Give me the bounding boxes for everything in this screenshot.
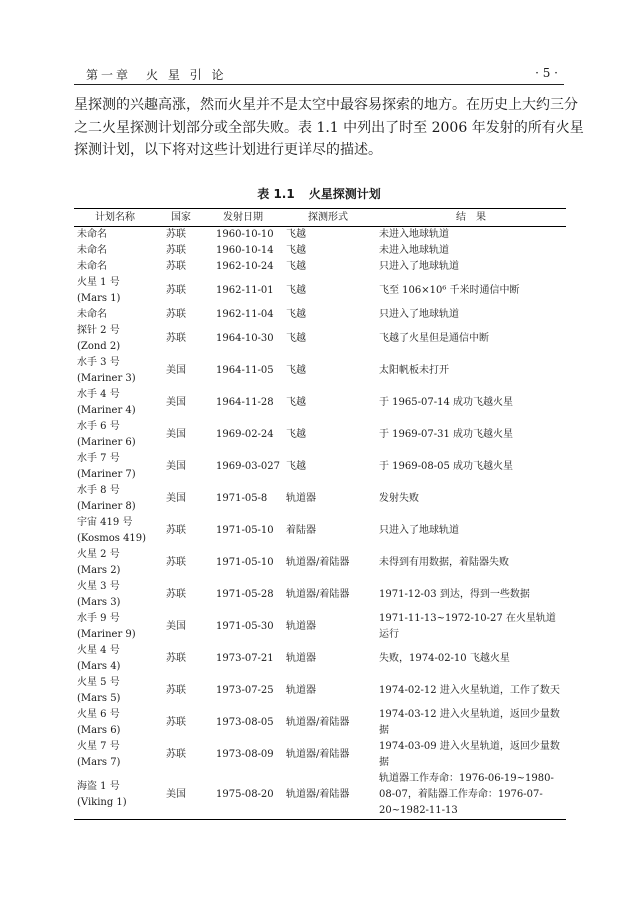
cell-probe-type: 着陆器: [286, 525, 316, 536]
table-row: [74, 275, 566, 307]
cell-country: 苏联: [166, 333, 186, 344]
cell-mission-name: [74, 515, 156, 547]
cell-launch-date: 1973-07-21: [216, 653, 274, 664]
table-row: [74, 739, 566, 771]
mission-name-line: 海盗 1 号: [77, 781, 120, 792]
table-row: [74, 323, 566, 355]
cell-result: 1971-12-03 到达，得到一些数据: [379, 589, 530, 600]
cell-probe-type: 轨道器/着陆器: [280, 771, 376, 820]
cell-probe-type: 飞越: [286, 245, 306, 256]
cell-result: 只进入了地球轨道: [379, 309, 459, 320]
cell-probe-type: 轨道器: [286, 621, 316, 632]
cell-probe-type: 飞越: [286, 429, 306, 440]
mission-name-line: (Mariner 6): [77, 437, 136, 448]
table-row: [74, 355, 566, 387]
table-number: 表 1.1: [257, 187, 295, 201]
table-row: [74, 515, 566, 547]
cell-mission-name: [74, 739, 156, 771]
cell-launch-date: 1973-08-05: [216, 717, 274, 728]
cell-launch-date: 1973-07-25: [216, 685, 274, 696]
col-header-type: 探测形式: [280, 209, 376, 227]
cell-country: 苏联: [166, 717, 186, 728]
cell-country: 苏联: [166, 261, 186, 272]
mission-name-line: 火星 4 号: [77, 645, 120, 656]
intro-line: 探测计划，以下将对这些计划进行更详尽的描述。: [74, 142, 382, 158]
mission-name-line: 火星 2 号: [77, 549, 120, 560]
cell-launch-date: 1969-02-24: [216, 429, 274, 440]
cell-country: 苏联: [166, 653, 186, 664]
mission-name-line: 宇宙 419 号: [77, 517, 133, 528]
cell-result: 飞越了火星但是通信中断: [379, 333, 489, 344]
col-header-date: 发射日期: [206, 209, 280, 227]
cell-result: 于 1969-08-05 成功飞越火星: [379, 461, 514, 472]
cell-launch-date: 1962-10-24: [216, 261, 274, 272]
mission-name-line: (Mars 7): [77, 757, 121, 768]
cell-country: 美国: [166, 429, 186, 440]
table-row: [74, 611, 566, 643]
cell-probe-type: 飞越: [286, 461, 306, 472]
mission-name-line: (Mariner 3): [77, 373, 136, 384]
mission-name-line: (Mars 6): [77, 725, 121, 736]
cell-result: 未进入地球轨道: [379, 245, 449, 256]
cell-launch-date: 1971-05-8: [216, 493, 268, 504]
table-row: [74, 243, 566, 259]
cell-result: 飞至 106×10⁶ 千米时通信中断: [379, 285, 520, 296]
cell-result: 只进入了地球轨道: [379, 261, 459, 272]
cell-launch-date: 1975-08-20: [206, 771, 280, 820]
cell-probe-type: 轨道器/着陆器: [286, 717, 350, 728]
cell-mission-name: [74, 259, 156, 275]
intro-line: 之二火星探测计划部分或全部失败。表 1.1 中列出了时至 2006 年发射的所有火星: [74, 119, 584, 136]
cell-probe-type: 轨道器: [286, 493, 316, 504]
table-row: [74, 675, 566, 707]
cell-probe-type: 轨道器/着陆器: [286, 557, 350, 568]
cell-result: 太阳帆板未打开: [379, 365, 449, 376]
cell-country: 苏联: [166, 285, 186, 296]
mission-name-line: 水手 4 号: [77, 389, 120, 400]
cell-country: 美国: [166, 493, 186, 504]
cell-result: 于 1969-07-31 成功飞越火星: [379, 429, 514, 440]
cell-mission-name: [74, 547, 156, 579]
cell-mission-name: [74, 307, 156, 323]
cell-result: 轨道器工作寿命：1976-06-19~1980-08-07，着陆器工作寿命：1976-07-20~1982-11-13: [376, 771, 566, 820]
cell-result: 1971-11-13~1972-10-27 在火星轨道运行: [379, 613, 556, 640]
mission-name-line: 水手 7 号: [77, 453, 120, 464]
mission-name-line: 火星 6 号: [77, 709, 120, 720]
mars-missions-table: [74, 208, 566, 820]
cell-mission-name: [74, 227, 156, 244]
col-header-name: 计划名称: [74, 209, 156, 227]
cell-launch-date: 1973-08-09: [216, 749, 274, 760]
cell-probe-type: 轨道器: [286, 653, 316, 664]
cell-launch-date: 1969-03-027: [216, 461, 281, 472]
cell-country: 美国: [166, 461, 186, 472]
mission-name-line: 火星 1 号: [77, 277, 120, 288]
col-header-result: 结 果: [376, 209, 566, 227]
table-row: [74, 307, 566, 323]
mission-name-line: (Mariner 9): [77, 629, 136, 640]
cell-country: 苏联: [166, 245, 186, 256]
mission-name-line: 火星 5 号: [77, 677, 120, 688]
cell-country: 美国: [166, 621, 186, 632]
cell-country: 美国: [166, 397, 186, 408]
mission-name-line: (Mariner 4): [77, 405, 136, 416]
cell-country: 苏联: [166, 589, 186, 600]
mission-name-line: 未命名: [77, 261, 107, 272]
cell-launch-date: 1962-11-04: [216, 309, 274, 320]
table-row: [74, 547, 566, 579]
mission-name-line: 未命名: [77, 229, 107, 240]
mission-name-line: (Kosmos 419): [77, 533, 147, 544]
mission-name-line: (Mars 2): [77, 565, 121, 576]
mission-name-line: 未命名: [77, 309, 107, 320]
cell-result: 1974-03-12 进入火星轨道，返回少量数据: [379, 709, 560, 736]
cell-launch-date: 1971-05-28: [216, 589, 274, 600]
table-row: [74, 387, 566, 419]
mission-name-line: 水手 3 号: [77, 357, 120, 368]
mission-name-line: 火星 7 号: [77, 741, 120, 752]
intro-line: 星探测的兴趣高涨，然而火星并不是太空中最容易探索的地方。在历史上大约三分: [74, 97, 578, 113]
cell-probe-type: 飞越: [286, 309, 306, 320]
cell-country: 苏联: [166, 309, 186, 320]
cell-launch-date: 1960-10-10: [216, 229, 274, 240]
cell-country: 美国: [156, 771, 206, 820]
table-row: [74, 419, 566, 451]
cell-result: 只进入了地球轨道: [379, 525, 459, 536]
cell-result: 未得到有用数据，着陆器失败: [379, 557, 509, 568]
cell-result: 未进入地球轨道: [379, 229, 449, 240]
cell-mission-name: [74, 643, 156, 675]
cell-country: 苏联: [166, 685, 186, 696]
cell-result: 发射失败: [379, 493, 419, 504]
cell-country: 美国: [166, 365, 186, 376]
cell-mission-name: [74, 387, 156, 419]
table-body: [74, 227, 566, 820]
mission-name-line: 未命名: [77, 245, 107, 256]
mission-name-line: 水手 9 号: [77, 613, 120, 624]
cell-country: 苏联: [166, 557, 186, 568]
cell-mission-name: [74, 243, 156, 259]
table-row: [74, 643, 566, 675]
cell-result: 失败，1974-02-10 飞越火星: [379, 653, 510, 664]
table-row: [74, 451, 566, 483]
mission-name-line: (Viking 1): [77, 797, 127, 808]
cell-result: 1974-03-09 进入火星轨道，返回少量数据: [379, 741, 560, 768]
cell-probe-type: 飞越: [286, 333, 306, 344]
chapter-title: 第一章 火 星 引 论: [86, 68, 227, 82]
table-row: [74, 771, 566, 820]
cell-country: 苏联: [166, 749, 186, 760]
mission-name-line: 水手 6 号: [77, 421, 120, 432]
cell-probe-type: 飞越: [286, 229, 306, 240]
cell-probe-type: 轨道器/着陆器: [286, 749, 350, 760]
cell-probe-type: 轨道器/着陆器: [286, 589, 350, 600]
table-row: [74, 483, 566, 515]
cell-launch-date: 1964-11-05: [216, 365, 274, 376]
mission-name-line: (Mariner 8): [77, 501, 136, 512]
cell-launch-date: 1971-05-10: [216, 525, 274, 536]
intro-paragraph: [74, 94, 584, 162]
table-row: [74, 579, 566, 611]
mission-name-line: 火星 3 号: [77, 581, 120, 592]
cell-country: 苏联: [166, 525, 186, 536]
cell-mission-name: [74, 355, 156, 387]
table-row: [74, 259, 566, 275]
cell-launch-date: 1964-11-28: [216, 397, 274, 408]
cell-launch-date: 1964-10-30: [216, 333, 274, 344]
mission-name-line: (Zond 2): [77, 341, 121, 352]
cell-launch-date: 1962-11-01: [216, 285, 274, 296]
cell-probe-type: 飞越: [286, 397, 306, 408]
cell-mission-name: [74, 451, 156, 483]
table-row: [74, 227, 566, 244]
cell-result: 1974-02-12 进入火星轨道，工作了数天: [379, 685, 560, 696]
mission-name-line: 水手 8 号: [77, 485, 120, 496]
cell-mission-name: [74, 611, 156, 643]
mission-name-line: (Mars 4): [77, 661, 121, 672]
table-row: [74, 707, 566, 739]
cell-result: 于 1965-07-14 成功飞越火星: [379, 397, 514, 408]
mission-name-line: (Mariner 7): [77, 469, 136, 480]
cell-mission-name: [74, 579, 156, 611]
cell-mission-name: [74, 771, 156, 820]
cell-probe-type: 飞越: [286, 261, 306, 272]
cell-probe-type: 飞越: [286, 285, 306, 296]
cell-launch-date: 1960-10-14: [216, 245, 274, 256]
cell-mission-name: [74, 707, 156, 739]
mission-name-line: (Mars 1): [77, 293, 121, 304]
table-header-row: [74, 209, 566, 227]
cell-mission-name: [74, 675, 156, 707]
mission-name-line: (Mars 3): [77, 597, 121, 608]
mission-name-line: (Mars 5): [77, 693, 121, 704]
col-header-country: 国家: [156, 209, 206, 227]
cell-mission-name: [74, 323, 156, 355]
page-number: · 5 ·: [535, 66, 558, 80]
table-title: 火星探测计划: [308, 187, 381, 201]
running-header: [74, 64, 564, 85]
cell-probe-type: 飞越: [286, 365, 306, 376]
cell-country: 苏联: [166, 229, 186, 240]
mission-name-line: 探针 2 号: [77, 325, 120, 336]
cell-launch-date: 1971-05-30: [216, 621, 274, 632]
table-caption: [0, 185, 638, 202]
cell-launch-date: 1971-05-10: [216, 557, 274, 568]
cell-mission-name: [74, 275, 156, 307]
cell-mission-name: [74, 419, 156, 451]
cell-mission-name: [74, 483, 156, 515]
cell-probe-type: 轨道器: [286, 685, 316, 696]
